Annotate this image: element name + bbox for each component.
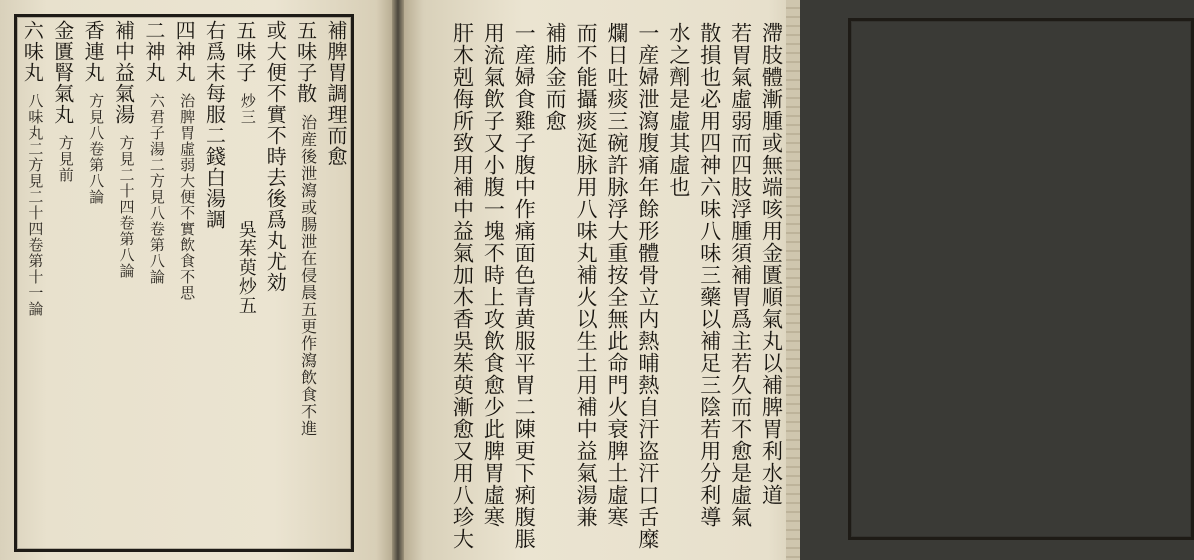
left-column-heading: 五味子散 xyxy=(293,20,318,104)
right-text-column: 而不能攝痰涎脉用八味丸補火以生土用補中益氣湯兼 xyxy=(574,22,599,528)
right-page-frame xyxy=(848,18,1194,540)
left-column-heading: 六味丸 xyxy=(20,20,45,83)
left-text-column xyxy=(198,20,227,540)
left-page xyxy=(0,0,392,560)
left-column-heading: 或大便不實不時去後爲丸尤効 xyxy=(263,20,288,293)
right-text-column: 爛日吐痰三碗許脉浮大重按全無此命門火衰脾土虛寒 xyxy=(605,22,629,528)
left-column-note: 治脾胃虛弱大便不實飲食不思 xyxy=(178,93,197,301)
left-column-note: 方見二十四卷第八論 xyxy=(117,135,136,279)
right-page xyxy=(404,0,800,560)
left-column-note: 炒三 xyxy=(238,93,257,125)
left-column-heading: 五味子 xyxy=(232,20,257,83)
left-text-column xyxy=(16,20,45,540)
left-column-note: 治産後泄瀉或腸泄在侵晨五更作瀉飲食不進 xyxy=(298,114,318,437)
right-text-column: 肝木剋侮所致用補中益氣加木香吳茱萸漸愈又用八珍大 xyxy=(450,22,475,550)
left-column-heading: 金匱腎氣丸 xyxy=(50,20,75,125)
left-text-column xyxy=(259,20,288,540)
right-text-column: 一産婦泄瀉腹痛年餘形體骨立内熱晡熱自汗盗汗口舌糜 xyxy=(635,22,660,550)
left-text-column xyxy=(46,20,75,540)
left-column-heading: 補中益氣湯 xyxy=(111,20,136,125)
left-column-heading: 右爲末每服二錢白湯調 xyxy=(202,20,227,230)
left-column-heading: 香連丸 xyxy=(81,20,106,83)
right-fore-edge xyxy=(786,0,800,560)
left-column-heading: 四神丸 xyxy=(172,20,197,83)
left-text-column xyxy=(229,20,255,540)
left-column-note: 六君子湯二方見八卷第八論 xyxy=(147,93,166,285)
right-text-column: 水之劑是虛其虛也 xyxy=(666,22,691,198)
right-text-column: 散損也必用四神六味八味三藥以補足三陰若用分利導 xyxy=(697,22,722,528)
left-text-column xyxy=(137,20,166,540)
left-text-column xyxy=(168,20,197,540)
right-text-column: 滯肢體漸腫或無端咳用金匱順氣丸以補脾胃利水道 xyxy=(759,22,784,506)
left-text-column xyxy=(289,20,318,540)
left-column-note: 方見前 xyxy=(56,135,75,183)
right-text-column: 用流氣飲子又小腹一塊不時上攻飲食愈少此脾胃虛寒 xyxy=(481,22,506,528)
left-column-heading: 補脾胃調理而愈 xyxy=(323,20,348,167)
left-text-column xyxy=(107,20,136,540)
left-column-tail: 吳茱萸炒五 xyxy=(235,220,257,315)
left-column-note: 八味丸二方見二十四卷第十一論 xyxy=(26,93,45,317)
left-column-heading: 二神丸 xyxy=(141,20,166,83)
left-text-column xyxy=(320,20,346,540)
right-text-column: 若胃氣虛弱而四肢浮腫須補胃爲主若久而不愈是虛氣 xyxy=(728,22,753,528)
left-column-note: 方見八卷第八論 xyxy=(87,93,106,205)
right-text-column: 補肺金而愈 xyxy=(543,22,568,132)
left-text-column xyxy=(77,20,106,540)
book-gutter xyxy=(392,0,404,560)
right-text-column: 一産婦食雞子腹中作痛面色青黄服平胃二陳更下痢腹脹 xyxy=(512,22,537,550)
